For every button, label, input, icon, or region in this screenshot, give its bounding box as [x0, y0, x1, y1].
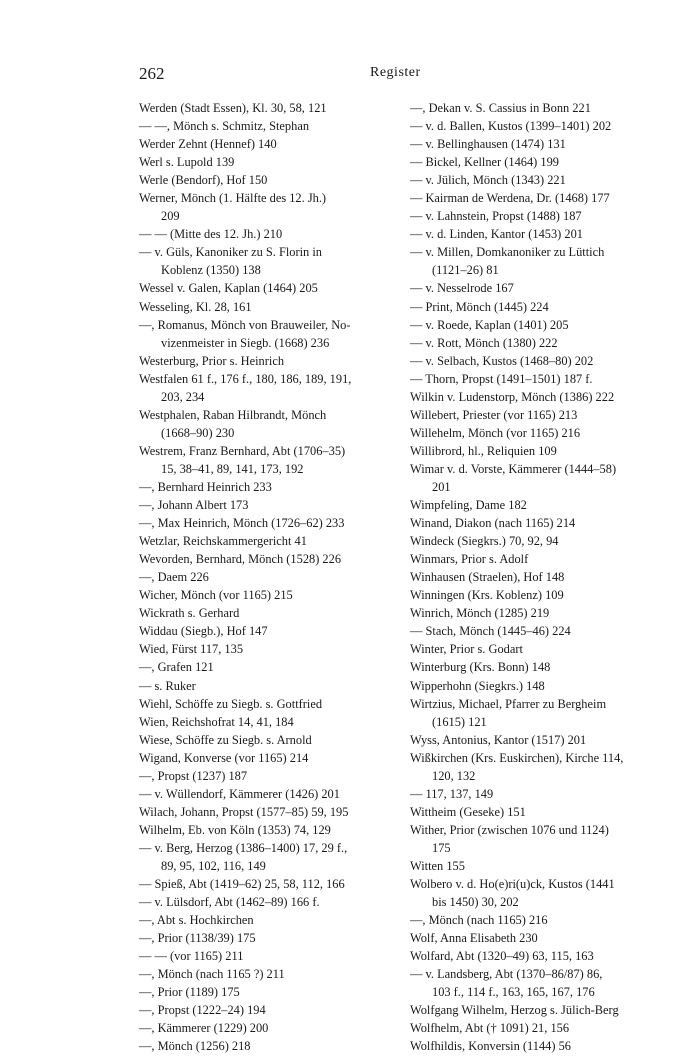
index-entry: Wimar v. d. Vorste, Kämmerer (1444–58)	[410, 461, 617, 476]
index-entry: Wickrath s. Gerhard	[139, 606, 240, 621]
index-entry: Widdau (Siegb.), Hof 147	[139, 624, 268, 639]
index-entry: Werle (Bendorf), Hof 150	[139, 173, 268, 188]
index-entry: Wolf, Anna Elisabeth 230	[410, 931, 538, 946]
index-entry: Wirtzius, Michael, Pfarrer zu Bergheim	[410, 696, 607, 711]
index-entry: Westfalen 61 f., 176 f., 180, 186, 189, 191,	[139, 371, 352, 386]
index-entry: Wesseling, Kl. 28, 161	[139, 299, 252, 314]
index-entry: — v. Lahnstein, Propst (1488) 187	[410, 209, 582, 224]
index-entry-continuation: bis 1450) 30, 202	[432, 895, 519, 910]
index-entry: Wicher, Mönch (vor 1165) 215	[139, 588, 293, 603]
page-number: 262	[139, 64, 165, 83]
index-entry: —, Romanus, Mönch von Brauweiler, No-	[139, 317, 351, 332]
index-column-left	[139, 99, 392, 1055]
index-entry: — s. Ruker	[139, 678, 196, 693]
index-entry: Wittheim (Geseke) 151	[410, 804, 526, 819]
index-entry: — Kairman de Werdena, Dr. (1468) 177	[410, 191, 610, 206]
index-entry: — —, Mönch s. Schmitz, Stephan	[139, 119, 310, 134]
index-entry-continuation: 175	[432, 840, 451, 855]
index-entry: — v. Berg, Herzog (1386–1400) 17, 29 f.,	[139, 840, 348, 855]
index-entry: Willebert, Priester (vor 1165) 213	[410, 407, 578, 422]
index-entry: Wolfhildis, Konversin (1144) 56	[410, 1039, 571, 1054]
index-entry: Westerburg, Prior s. Heinrich	[139, 353, 285, 368]
index-entry: —, Mönch (1256) 218	[139, 1039, 251, 1054]
index-entry: Wevorden, Bernhard, Mönch (1528) 226	[139, 552, 342, 567]
index-entry: Willehelm, Mönch (vor 1165) 216	[410, 425, 581, 440]
index-entry: Winningen (Krs. Koblenz) 109	[410, 588, 564, 603]
index-entry: — v. d. Ballen, Kustos (1399–1401) 202	[410, 119, 612, 134]
index-entry: Wied, Fürst 117, 135	[139, 642, 244, 657]
index-entry: — v. Jülich, Mönch (1343) 221	[410, 173, 566, 188]
index-entry: —, Daem 226	[139, 570, 209, 585]
index-entry: Werl s. Lupold 139	[139, 155, 235, 170]
index-entry: — v. Wüllendorf, Kämmerer (1426) 201	[139, 786, 340, 801]
index-entry: — — (Mitte des 12. Jh.) 210	[139, 227, 283, 242]
index-entry-continuation: 203, 234	[161, 389, 205, 404]
index-entry: —, Prior (1138/39) 175	[139, 931, 256, 946]
index-entry: Winter, Prior s. Godart	[410, 642, 523, 657]
index-entry: — v. Landsberg, Abt (1370–86/87) 86,	[410, 967, 603, 982]
index-entry: Wolfhelm, Abt († 1091) 21, 156	[410, 1021, 570, 1036]
index-entry: Wetzlar, Reichskammergericht 41	[139, 534, 307, 549]
index-entry: — v. Millen, Domkanoniker zu Lüttich	[410, 245, 605, 260]
index-entry: Wiese, Schöffe zu Siegb. s. Arnold	[139, 732, 312, 747]
index-entry: — v. Rott, Mönch (1380) 222	[410, 335, 558, 350]
index-entry: Wessel v. Galen, Kaplan (1464) 205	[139, 281, 318, 296]
index-entry: Westrem, Franz Bernhard, Abt (1706–35)	[139, 443, 346, 458]
index-entry: Windeck (Siegkrs.) 70, 92, 94	[410, 534, 559, 549]
index-entry: Wimpfeling, Dame 182	[410, 498, 527, 513]
index-entry: Werder Zehnt (Hennef) 140	[139, 137, 277, 152]
index-entry: —, Propst (1222–24) 194	[139, 1003, 266, 1018]
index-entry: Witten 155	[410, 858, 465, 873]
index-entry: Werner, Mönch (1. Hälfte des 12. Jh.)	[139, 191, 327, 206]
index-entry: Wolfard, Abt (1320–49) 63, 115, 163	[410, 949, 594, 964]
index-entry-continuation: (1121–26) 81	[432, 263, 499, 278]
index-entry: Wyss, Antonius, Kantor (1517) 201	[410, 732, 587, 747]
index-entry-continuation: vizenmeister in Siegb. (1668) 236	[161, 335, 330, 350]
index-entry: Winterburg (Krs. Bonn) 148	[410, 660, 551, 675]
index-entry: — 117, 137, 149	[410, 786, 494, 801]
index-entry: Wißkirchen (Krs. Euskirchen), Kirche 114,	[410, 750, 624, 765]
index-entry: Wolbero v. d. Ho(e)ri(u)ck, Kustos (1441	[410, 877, 615, 892]
index-entry: —, Kämmerer (1229) 200	[139, 1021, 269, 1036]
index-entry: Winhausen (Straelen), Hof 148	[410, 570, 565, 585]
index-entry-continuation: Koblenz (1350) 138	[161, 263, 261, 278]
index-entry: Wither, Prior (zwischen 1076 und 1124)	[410, 822, 609, 837]
index-entry: —, Mönch (nach 1165 ?) 211	[139, 967, 285, 982]
index-entry: — v. Roede, Kaplan (1401) 205	[410, 317, 569, 332]
index-entry: Wipperhohn (Siegkrs.) 148	[410, 678, 545, 693]
index-entry: —, Abt s. Hochkirchen	[139, 913, 254, 928]
index-entry-continuation: (1668–90) 230	[161, 425, 235, 440]
index-entry: — Thorn, Propst (1491–1501) 187 f.	[410, 371, 593, 386]
index-entry: — — (vor 1165) 211	[139, 949, 244, 964]
index-entry-continuation: (1615) 121	[432, 714, 487, 729]
index-entry: Willibrord, hl., Reliquien 109	[410, 443, 557, 458]
index-entry: Wilkin v. Ludenstorp, Mönch (1386) 222	[410, 389, 615, 404]
index-entry: — v. Güls, Kanoniker zu S. Florin in	[139, 245, 322, 260]
index-entry: — v. Lülsdorf, Abt (1462–89) 166 f.	[139, 895, 320, 910]
index-entry: Winand, Diakon (nach 1165) 214	[410, 516, 576, 531]
index-entry-continuation: 15, 38–41, 89, 141, 173, 192	[161, 461, 304, 476]
index-entry: —, Mönch (nach 1165) 216	[410, 913, 548, 928]
index-column-right	[410, 99, 668, 1055]
index-entry: — v. Selbach, Kustos (1468–80) 202	[410, 353, 594, 368]
index-entry: — Print, Mönch (1445) 224	[410, 299, 549, 314]
index-entry: Wiehl, Schöffe zu Siegb. s. Gottfried	[139, 696, 323, 711]
index-entry: — Spieß, Abt (1419–62) 25, 58, 112, 166	[139, 877, 345, 892]
index-entry: — v. Bellinghausen (1474) 131	[410, 137, 566, 152]
index-entry: —, Johann Albert 173	[139, 498, 249, 513]
index-entry: — v. d. Linden, Kantor (1453) 201	[410, 227, 583, 242]
index-entry: —, Dekan v. S. Cassius in Bonn 221	[410, 101, 591, 115]
index-entry: —, Propst (1237) 187	[139, 768, 248, 783]
index-entry: —, Max Heinrich, Mönch (1726–62) 233	[139, 516, 345, 531]
index-entry-continuation: 209	[161, 209, 180, 224]
index-entry: — v. Nesselrode 167	[410, 281, 514, 296]
index-entry-continuation: 103 f., 114 f., 163, 165, 167, 176	[432, 985, 595, 1000]
index-entry: — Stach, Mönch (1445–46) 224	[410, 624, 571, 639]
index-entry: Wien, Reichshofrat 14, 41, 184	[139, 714, 294, 729]
index-entry: —, Grafen 121	[139, 660, 214, 675]
index-entry: Wigand, Konverse (vor 1165) 214	[139, 750, 309, 765]
index-entry: —, Bernhard Heinrich 233	[139, 479, 272, 494]
running-head: Register	[370, 65, 421, 80]
index-entry-continuation: 201	[432, 479, 451, 494]
index-entry: Wilach, Johann, Propst (1577–85) 59, 195	[139, 804, 349, 819]
index-entry: —, Prior (1189) 175	[139, 985, 240, 1000]
index-entry-continuation: 89, 95, 102, 116, 149	[161, 858, 266, 873]
index-entry: Winmars, Prior s. Adolf	[410, 552, 529, 567]
index-entry: Wilhelm, Eb. von Köln (1353) 74, 129	[139, 822, 331, 837]
index-entry-continuation: 120, 132	[432, 768, 476, 783]
index-entry: Winrich, Mönch (1285) 219	[410, 606, 550, 621]
index-entry: Werden (Stadt Essen), Kl. 30, 58, 121	[139, 101, 327, 115]
index-entry: — Bickel, Kellner (1464) 199	[410, 155, 559, 170]
index-entry: Westphalen, Raban Hilbrandt, Mönch	[139, 407, 327, 422]
index-entry: Wolfgang Wilhelm, Herzog s. Jülich-Berg	[410, 1003, 619, 1018]
